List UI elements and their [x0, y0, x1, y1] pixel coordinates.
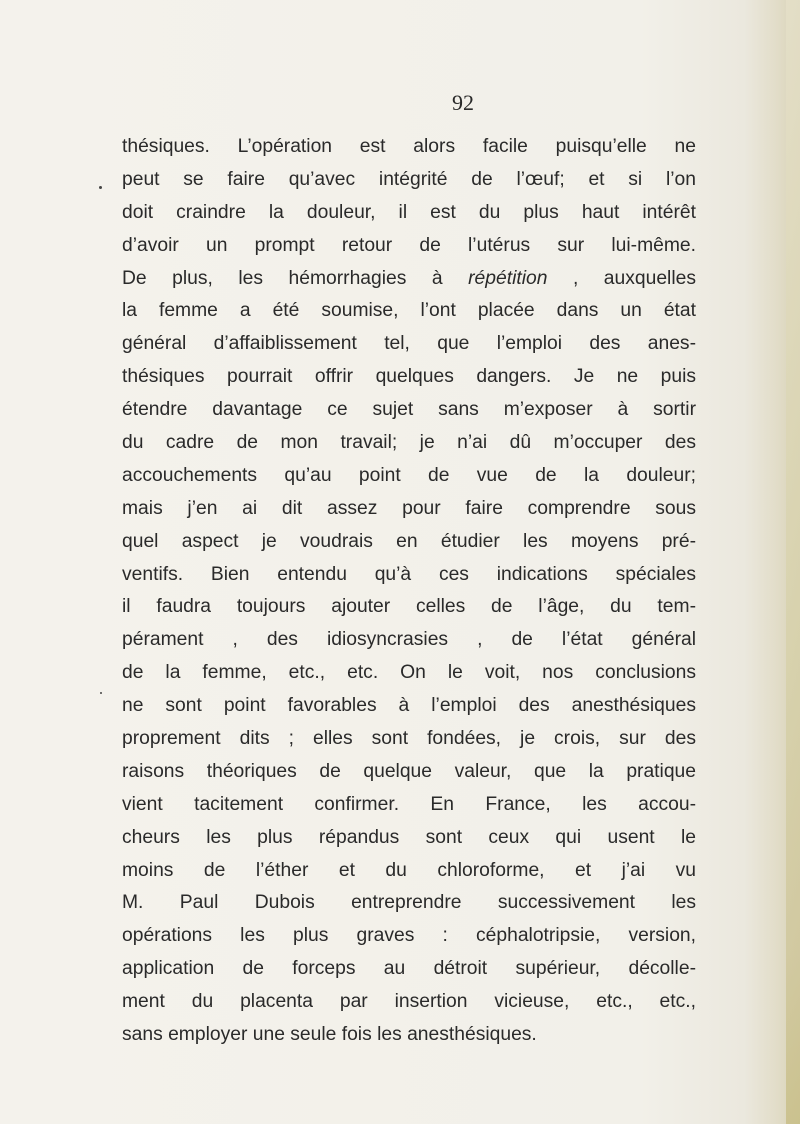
body-text: [122, 131, 696, 1052]
text-line: [122, 591, 696, 624]
text-line: [122, 263, 696, 296]
text-line: [122, 1019, 696, 1052]
text-line: [122, 295, 696, 328]
text-line: [122, 986, 696, 1019]
text-line-content: ne sont point favorables à l’emploi des anesthésiques: [122, 695, 696, 717]
text-line-content: vient tacitement confirmer. En France, les accou-: [122, 793, 696, 815]
text-line-content: général d’affaiblissement tel, que l’emploi des anes-: [122, 333, 696, 355]
text-line-content: il faudra toujours ajouter celles de l’âge, du tem-: [122, 596, 696, 618]
text-line-content: la femme a été soumise, l’ont placée dans un état: [122, 300, 696, 322]
text-line: [122, 164, 696, 197]
italic-term: répétition: [468, 267, 548, 289]
text-line: [122, 328, 696, 361]
text-line-content: doit craindre la douleur, il est du plus haut intérêt: [122, 201, 696, 223]
text-line-content: opérations les plus graves : céphalotripsie, version,: [122, 925, 696, 947]
text-line-content: thésiques pourrait offrir quelques dangers. Je ne puis: [122, 366, 696, 388]
text-line-content: d’avoir un prompt retour de l’utérus sur lui-même.: [122, 234, 696, 256]
text-line-continuation: , auxquelles: [547, 267, 696, 289]
text-line-content: M. Paul Dubois entreprendre successivement les: [122, 892, 696, 914]
ink-speck: [100, 692, 102, 694]
text-line-content: cheurs les plus répandus sont ceux qui usent le: [122, 826, 696, 848]
text-line: [122, 230, 696, 263]
text-line: [122, 493, 696, 526]
text-line-content: raisons théoriques de quelque valeur, que la pratique: [122, 760, 696, 782]
text-line: [122, 526, 696, 559]
text-line-content: sans employer une seule fois les anesthésiques.: [122, 1024, 537, 1046]
text-line-content: moins de l’éther et du chloroforme, et j’ai vu: [122, 859, 696, 881]
text-line: [122, 131, 696, 164]
text-line-content: pérament , des idiosyncrasies , de l’état général: [122, 629, 696, 651]
text-line-content: ventifs. Bien entendu qu’à ces indications spéciales: [122, 563, 696, 585]
text-line-content: accouchements qu’au point de vue de la douleur;: [122, 464, 696, 486]
text-line-content: peut se faire qu’avec intégrité de l’œuf; et si l’on: [122, 168, 696, 190]
text-line: [122, 427, 696, 460]
ink-speck: [99, 186, 102, 189]
text-line: [122, 690, 696, 723]
text-line: [122, 361, 696, 394]
page-number: 92: [452, 90, 474, 115]
text-line-content: du cadre de mon travail; je n’ai dû m’occuper des: [122, 432, 696, 454]
text-line: [122, 559, 696, 592]
text-line-content: quel aspect je voudrais en étudier les moyens pré-: [122, 530, 696, 552]
page-edge-shadow: [786, 0, 800, 1124]
text-line: [122, 789, 696, 822]
text-line: [122, 394, 696, 427]
text-line: [122, 723, 696, 756]
text-line-content: application de forceps au détroit supérieur, décolle-: [122, 958, 696, 980]
text-line-content: De plus, les hémorrhagies à: [122, 267, 469, 289]
text-line: [122, 822, 696, 855]
text-line: [122, 657, 696, 690]
text-line-content: thésiques. L’opération est alors facile puisqu’elle ne: [122, 136, 696, 157]
text-line: [122, 953, 696, 986]
text-line: [122, 756, 696, 789]
text-line: [122, 624, 696, 657]
text-line-content: de la femme, etc., etc. On le voit, nos conclusions: [122, 662, 696, 684]
text-line-content: proprement dits ; elles sont fondées, je crois, sur des: [122, 728, 696, 750]
text-line-content: étendre davantage ce sujet sans m’exposer à sortir: [122, 399, 696, 421]
text-line: [122, 887, 696, 920]
text-line-content: mais j’en ai dit assez pour faire comprendre sous: [122, 497, 696, 519]
text-line: [122, 920, 696, 953]
text-line: [122, 197, 696, 230]
text-line-content: ment du placenta par insertion vicieuse, etc., etc.,: [122, 991, 696, 1013]
text-line: [122, 855, 696, 888]
text-line: [122, 460, 696, 493]
